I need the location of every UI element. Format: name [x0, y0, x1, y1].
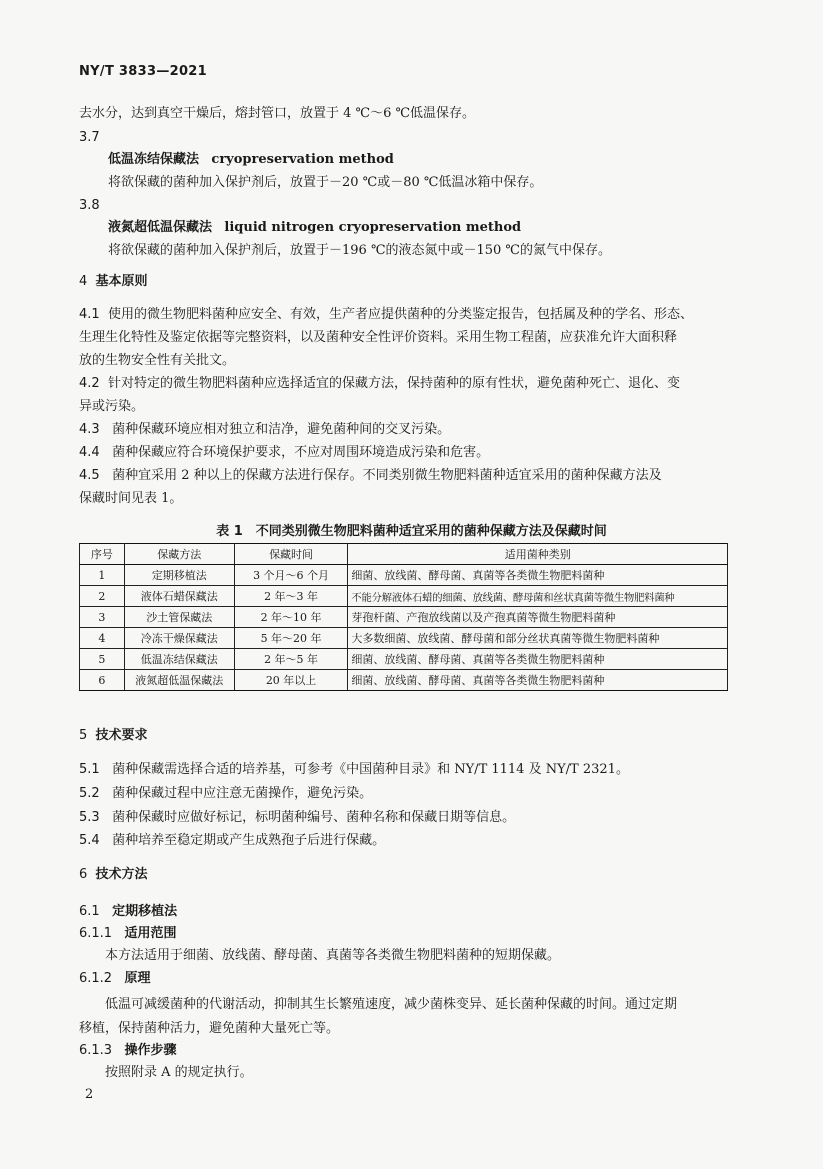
table-cell: 细菌、放线菌、酵母菌、真菌等各类微生物肥料菌种: [348, 670, 728, 691]
term-3-8-en: liquid nitrogen cryopreservation method: [224, 220, 522, 235]
table-1-caption: 表 1 不同类别微生物肥料菌种适宜采用的菌种保藏方法及保藏时间: [216, 524, 607, 539]
clause-number-3-7: 3.7: [79, 130, 100, 145]
table-cell: 1: [80, 565, 125, 586]
table-row: [80, 628, 728, 649]
table-row: [80, 565, 728, 586]
subsection-6-1-3-number: 6.1.3: [79, 1043, 113, 1058]
subsection-6-1-2-number: 6.1.2: [79, 971, 113, 986]
table-cell: 3 个月～6 个月: [234, 565, 348, 586]
table-cell: 5 年～20 年: [234, 628, 348, 649]
table-cell: 芽孢杆菌、产孢放线菌以及产孢真菌等微生物肥料菌种: [348, 607, 728, 628]
table-header-cell: 保藏时间: [234, 544, 348, 565]
table-cell: 沙土管保藏法: [124, 607, 234, 628]
subsection-6-1-1-number: 6.1.1: [79, 926, 113, 941]
clause-4-4-number: 4.4: [79, 445, 100, 460]
section-6-title: 技术方法: [95, 867, 148, 882]
clause-4-2-number: 4.2: [79, 376, 100, 391]
clause-4-1-line-1: 4.1 使用的微生物肥料菌种应安全、有效，生产者应提供菌种的分类鉴定报告，包括属及种的学名、形态、: [79, 307, 693, 322]
clause-5-1-number: 5.1: [79, 762, 100, 777]
clause-5-2: 5.2 菌种保藏过程中应注意无菌操作，避免污染。: [79, 786, 373, 801]
clause-5-3: 5.3 菌种保藏时应做好标记，标明菌种编号、菌种名称和保藏日期等信息。: [79, 810, 516, 825]
table-row: [80, 607, 728, 628]
table-cell: 6: [80, 670, 125, 691]
table-header-cell: 适用菌种类别: [348, 544, 728, 565]
term-3-7: [108, 151, 394, 169]
clause-4-2-line-1: 4.2 针对特定的微生物肥料菌种应选择适宜的保藏方法，保持菌种的原有性状，避免菌种死亡、退化、变: [79, 376, 680, 391]
table-row: [80, 649, 728, 670]
subsection-6-1-3-title: 操作步骤: [124, 1043, 177, 1058]
term-3-8: [108, 219, 521, 237]
section-5-title: 技术要求: [95, 728, 148, 743]
clause-5-4: 5.4 菌种培养至稳定期或产生成熟孢子后进行保藏。: [79, 833, 386, 848]
table-header-cell: 序号: [80, 544, 125, 565]
section-5-heading: [79, 727, 148, 745]
clause-4-5-line-2: 保藏时间见表 1。: [79, 491, 183, 506]
clause-5-1: 5.1 菌种保藏需选择合适的培养基，可参考《中国菌种目录》和 NY/T 1114 及 NY/T 2321。: [79, 762, 629, 777]
table-row: [80, 670, 728, 691]
page-number: 2: [85, 1087, 94, 1102]
subsection-6-1-3-text: 按照附录 A 的规定执行。: [105, 1065, 253, 1080]
table-cell: 大多数细菌、放线菌、酵母菌和部分丝状真菌等微生物肥料菌种: [348, 628, 728, 649]
table-cell: 3: [80, 607, 125, 628]
table-cell: 低温冻结保藏法: [124, 649, 234, 670]
table-1: [79, 543, 728, 691]
clause-4-3: 4.3 菌种保藏环境应相对独立和洁净，避免菌种间的交叉污染。: [79, 422, 451, 437]
table-header-cell: 保藏方法: [124, 544, 234, 565]
subsection-6-1-2-title: 原理: [124, 971, 151, 986]
table-header-row: [80, 544, 728, 565]
clause-number-3-8: 3.8: [79, 198, 100, 213]
clause-4-3-number: 4.3: [79, 422, 100, 437]
section-6-number: 6: [79, 867, 88, 882]
table-cell: 细菌、放线菌、酵母菌、真菌等各类微生物肥料菌种: [348, 649, 728, 670]
subsection-6-1-1-text: 本方法适用于细菌、放线菌、酵母菌、真菌等各类微生物肥料菌种的短期保藏。: [105, 948, 561, 963]
table-cell: 2 年～10 年: [234, 607, 348, 628]
subsection-6-1-number: 6.1: [79, 904, 100, 919]
table-cell: 不能分解液体石蜡的细菌、放线菌、酵母菌和丝状真菌等微生物肥料菌种: [348, 586, 728, 607]
section-5-number: 5: [79, 728, 88, 743]
term-3-7-zh: 低温冻结保藏法: [108, 152, 200, 167]
subsection-6-1-heading: [79, 903, 177, 921]
table-cell: 冷冻干燥保藏法: [124, 628, 234, 649]
term-3-8-zh: 液氮超低温保藏法: [108, 220, 213, 235]
table-cell: 液体石蜡保藏法: [124, 586, 234, 607]
term-3-7-en: cryopreservation method: [211, 152, 394, 167]
table-row: [80, 586, 728, 607]
continued-text: 去水分，达到真空干燥后，熔封管口，放置于 4 ℃～6 ℃低温保存。: [79, 106, 476, 121]
subsection-6-1-2-heading: [79, 970, 151, 988]
section-4-heading: [79, 273, 148, 291]
table-cell: 2: [80, 586, 125, 607]
subsection-6-1-title: 定期移植法: [112, 904, 178, 919]
clause-4-1-line-2: 生理生化特性及鉴定依据等完整资料，以及菌种安全性评价资料。采用生物工程菌，应获准允许大面积释: [79, 330, 678, 345]
clause-5-4-number: 5.4: [79, 833, 100, 848]
table-cell: 细菌、放线菌、酵母菌、真菌等各类微生物肥料菌种: [348, 565, 728, 586]
subsection-6-1-2-line-2: 移植，保持菌种活力，避免菌种大量死亡等。: [79, 1021, 340, 1036]
section-6-heading: [79, 866, 148, 884]
clause-5-2-number: 5.2: [79, 786, 100, 801]
table-cell: 4: [80, 628, 125, 649]
clause-4-5-line-1: 4.5 菌种宜采用 2 种以上的保藏方法进行保存。不同类别微生物肥料菌种适宜采用的菌种保藏方法及: [79, 468, 662, 483]
table-cell: 定期移植法: [124, 565, 234, 586]
subsection-6-1-3-heading: [79, 1042, 177, 1060]
definition-3-7: 将欲保藏的菌种加入保护剂后，放置于－20 ℃或－80 ℃低温冰箱中保存。: [108, 175, 543, 190]
table-cell: 5: [80, 649, 125, 670]
table-cell: 液氮超低温保藏法: [124, 670, 234, 691]
clause-4-1-number: 4.1: [79, 307, 100, 322]
clause-4-2-line-2: 异或污染。: [79, 399, 145, 414]
subsection-6-1-1-heading: [79, 925, 177, 943]
clause-5-3-number: 5.3: [79, 810, 100, 825]
table-cell: 2 年～3 年: [234, 586, 348, 607]
standard-code-header: NY/T 3833—2021: [79, 64, 207, 79]
subsection-6-1-2-line-1: 低温可减缓菌种的代谢活动，抑制其生长繁殖速度，减少菌株变异、延长菌种保藏的时间。通过定期: [105, 997, 678, 1012]
definition-3-8: 将欲保藏的菌种加入保护剂后，放置于－196 ℃的液态氮中或－150 ℃的氮气中保存。: [108, 243, 611, 258]
section-4-title: 基本原则: [95, 274, 148, 289]
clause-4-4: 4.4 菌种保藏应符合环境保护要求，不应对周围环境造成污染和危害。: [79, 445, 490, 460]
section-4-number: 4: [79, 274, 88, 289]
clause-4-1-line-3: 放的生物安全性有关批文。: [79, 353, 236, 368]
table-cell: 2 年～5 年: [234, 649, 348, 670]
clause-4-5-number: 4.5: [79, 468, 100, 483]
table-cell: 20 年以上: [234, 670, 348, 691]
subsection-6-1-1-title: 适用范围: [124, 926, 177, 941]
